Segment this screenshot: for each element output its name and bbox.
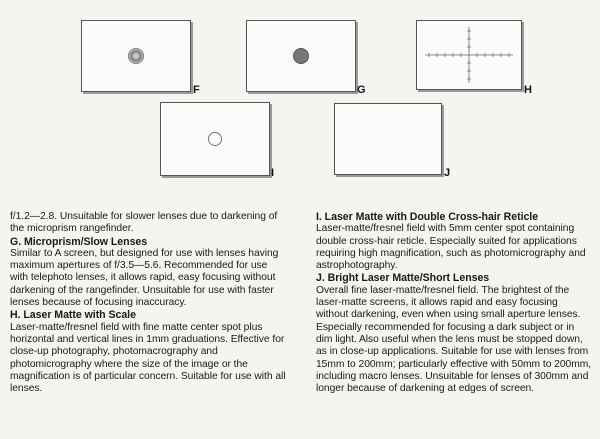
- section-h-body: Laser-matte/fresnel field with fine matte center spot plus horizontal and vertical lines in 1mm graduations. Effective for close-up photography, photomacrography and photomicrography where the size of the image or the magnification is of particular concern. Suitable for use with all lenses.: [10, 321, 286, 395]
- screen-i-label: I: [271, 167, 275, 179]
- microprism-spot-icon: [128, 48, 144, 64]
- screen-j-label: J: [444, 167, 451, 179]
- reticle-spot-icon: [208, 132, 222, 146]
- scale-lines-icon: [417, 21, 521, 89]
- microprism-spot-icon: [293, 48, 309, 64]
- screen-j: [334, 103, 442, 175]
- screen-g: [246, 20, 356, 92]
- section-i-title: I. Laser Matte with Double Cross-hair Reticle: [316, 211, 539, 223]
- left-column: [10, 211, 288, 395]
- right-column: [316, 211, 592, 395]
- section-g-title: G. Microprism/Slow Lenses: [10, 235, 148, 248]
- section-j-title: J. Bright Laser Matte/Short Lenses: [316, 272, 490, 285]
- intro-text: f/1.2—2.8. Unsuitable for slower lenses due to darkening of the microprism rangefinder.: [10, 211, 278, 235]
- screen-f: [81, 20, 191, 92]
- section-j-body: Overall fine laser-matte/fresnel field. The brightest of the laser-matte screens, it allows rapid and easy focusing without darkening, even when using small aperture lenses. Especially recommended for focusing a dark subject or in dim light. Also useful when the lens must be stopped down, as in close-up applications. Suitable for use with lenses from 15mm to 200mm; particularly effective with 50mm to 200mm, including macro lenses. Unsuitable for lenses of 300mm and longer because of darkening at edges of screen.: [316, 284, 592, 395]
- section-i-body: Laser-matte/fresnel field with 5mm center spot containing double cross-hair reticle. Especially suited for applications requiring high magnification, such as photomicrography and astrophotography.: [316, 223, 586, 272]
- screen-i: [160, 102, 270, 176]
- screen-g-label: G: [357, 84, 366, 96]
- section-g-body: Similar to A screen, but designed for use with lenses having maximum apertures of f/3.5—5.6. Recommended for use with telephoto lenses, it allows rapid, easy focusing without darkening of the rangefinder. Unsuitable for use with faster lenses because of focusing inaccuracy.: [10, 247, 279, 309]
- screen-f-label: F: [193, 84, 200, 96]
- section-h-title: H. Laser Matte with Scale: [10, 309, 136, 322]
- screen-h: [416, 20, 522, 90]
- screen-h-label: H: [524, 84, 532, 96]
